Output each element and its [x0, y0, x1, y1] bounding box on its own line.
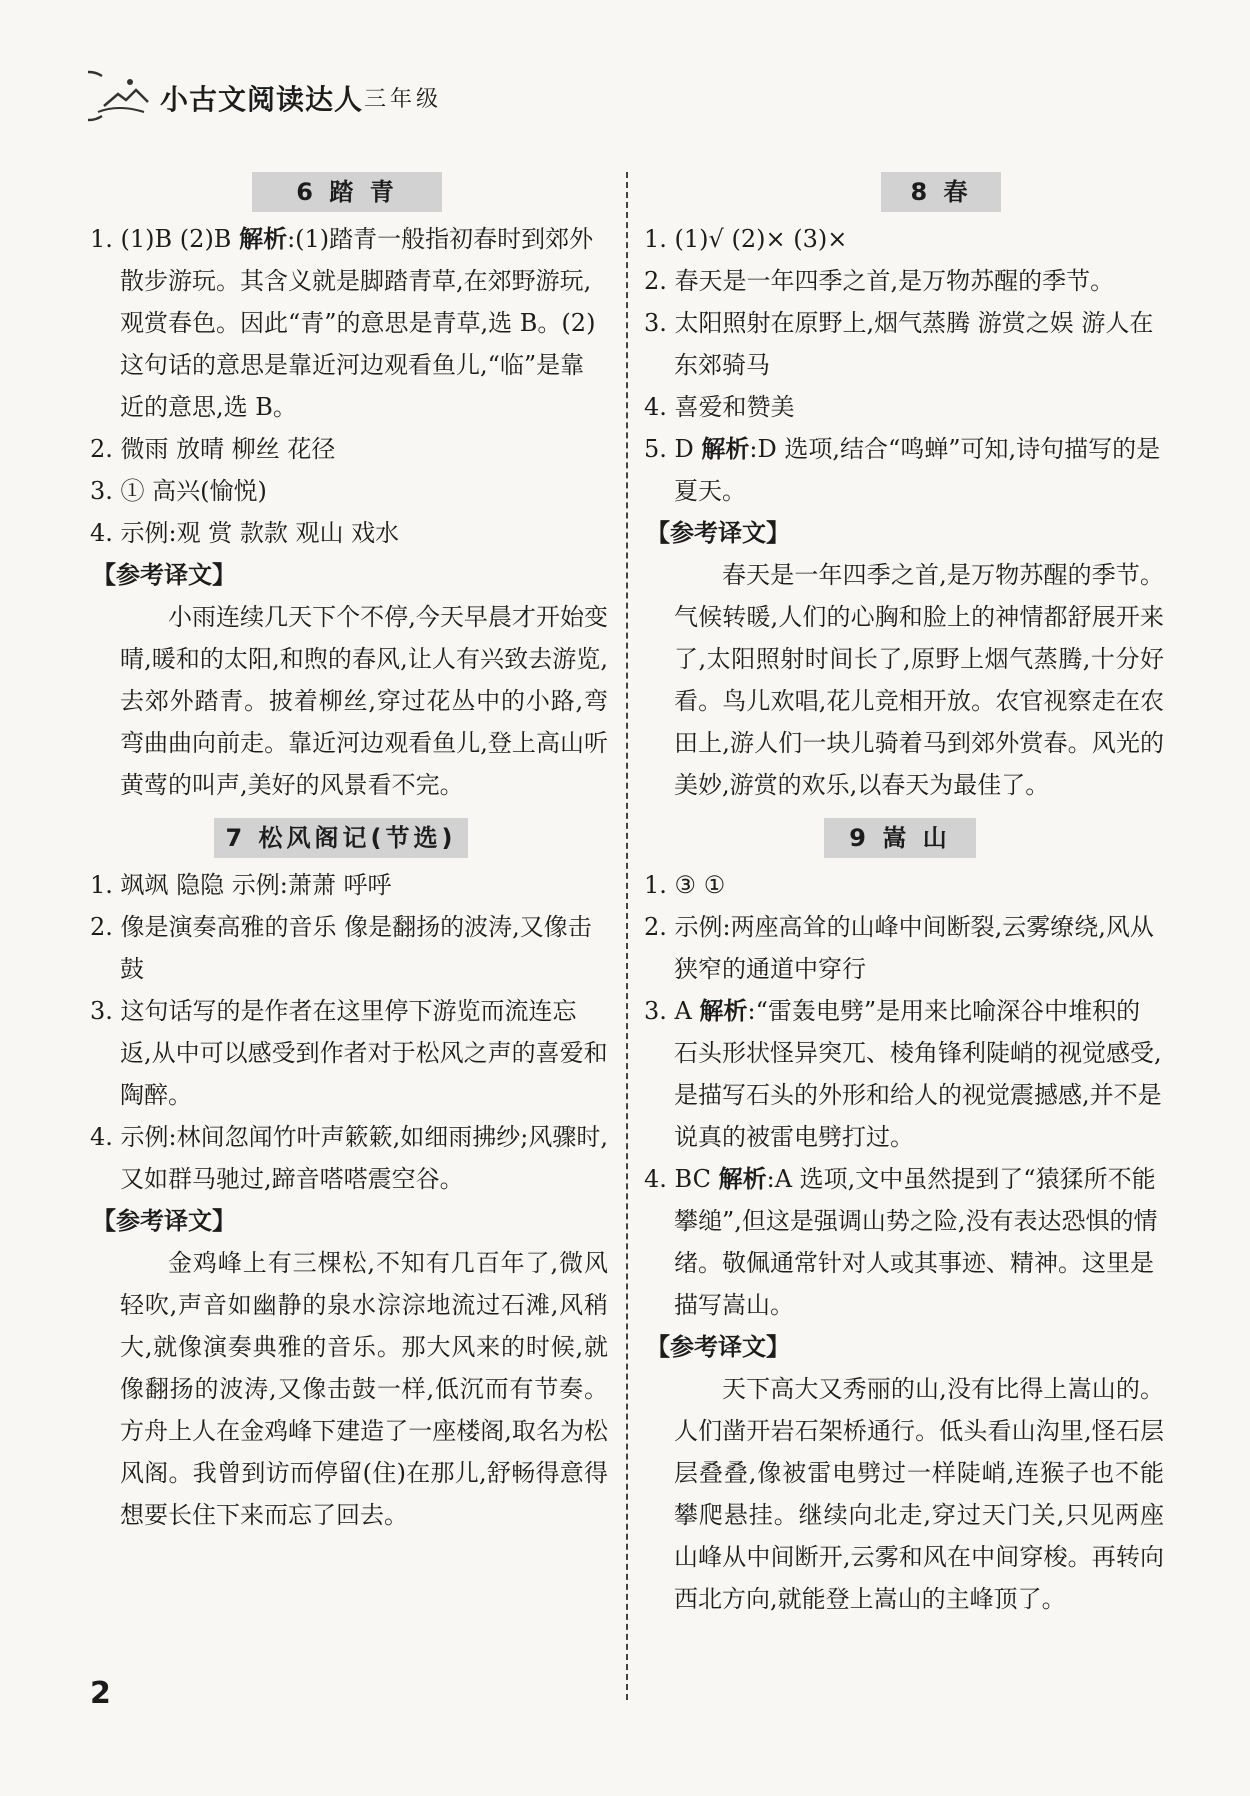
- grade-label: 三年级: [364, 87, 443, 112]
- book-logo-icon: [88, 68, 160, 124]
- section-title-7: 7 松风阁记(节选): [214, 818, 468, 858]
- answer-item: 2. 示例:两座高耸的山峰中间断裂,云雾缭绕,风从狭窄的通道中穿行: [644, 913, 1154, 983]
- answer-item: 2. 像是演奏高雅的音乐 像是翻扬的波涛,又像击鼓: [90, 913, 592, 983]
- page-header: [88, 68, 1188, 128]
- answer-item: 3. A 解析:“雷轰电劈”是用来比喻深谷中堆积的石头形状怪异突兀、棱角锋利陡峭的视觉感受,是描写石头的外形和给人的视觉震撼感,并不是说真的被雷电劈打过。: [644, 997, 1162, 1151]
- answer-item: 2. 春天是一年四季之首,是万物苏醒的季节。: [644, 267, 1115, 295]
- section-title-9: 9 嵩 山: [824, 818, 976, 858]
- right-column: [644, 172, 1164, 1620]
- answer-item: 4. 喜爱和赞美: [644, 393, 795, 421]
- reference-translation-label: 【参考译文】: [92, 561, 236, 589]
- reference-translation: 春天是一年四季之首,是万物苏醒的季节。气候转暖,人们的心胸和脸上的神情都舒展开来了,太阳照射时间长了,原野上烟气蒸腾,十分好看。鸟儿欢唱,花儿竞相开放。农官视察走在农田上,游人们一块儿骑着马到郊外赏春。风光的美妙,游赏的欢乐,以春天为最佳了。: [674, 561, 1164, 799]
- left-column: [90, 172, 608, 1536]
- answer-item: 1. (1)√ (2)× (3)×: [644, 225, 848, 253]
- answer-item: 4. 示例:林间忽闻竹叶声簌簌,如细雨拂纱;风骤时,又如群马驰过,蹄音嗒嗒震空谷。: [90, 1123, 608, 1193]
- reference-translation: 小雨连续几天下个不停,今天早晨才开始变晴,暖和的太阳,和煦的春风,让人有兴致去游览,去郊外踏青。披着柳丝,穿过花丛中的小路,弯弯曲曲向前走。靠近河边观看鱼儿,登上高山听黄莺的叫声,美好的风景看不完。: [120, 603, 608, 799]
- reference-translation: 金鸡峰上有三棵松,不知有几百年了,微风轻吹,声音如幽静的泉水淙淙地流过石滩,风稍大,就像演奏典雅的音乐。那大风来的时候,就像翻扬的波涛,又像击鼓一样,低沉而有节奏。方舟上人在金鸡峰下建造了一座楼阁,取名为松风阁。我曾到访而停留(住)在那儿,舒畅得意得想要长住下来而忘了回去。: [120, 1249, 608, 1529]
- answer-item: 3. 太阳照射在原野上,烟气蒸腾 游赏之娱 游人在东郊骑马: [644, 309, 1154, 379]
- answer-item: 1. ③ ①: [644, 871, 726, 899]
- answer-item: 3. 这句话写的是作者在这里停下游览而流连忘返,从中可以感受到作者对于松风之声的喜爱和陶醉。: [90, 997, 608, 1109]
- book-title: 小古文阅读达人: [160, 83, 364, 116]
- section-title-6: 6 踏 青: [252, 172, 442, 212]
- answer-item: 1. 飒飒 隐隐 示例:萧萧 呼呼: [90, 871, 392, 899]
- answer-item: 4. 示例:观 赏 款款 观山 戏水: [90, 519, 400, 547]
- answer-item: 1. (1)B (2)B 解析:(1)踏青一般指初春时到郊外散步游玩。其含义就是脚踏青草,在郊野游玩,观赏春色。因此“青”的意思是青草,选 B。(2)这句话的意思是靠近河边观看鱼儿,“临”是靠近的意思,选 B。: [90, 225, 596, 421]
- column-divider: [626, 172, 628, 1700]
- section-title-8: 8 春: [881, 172, 1001, 212]
- page-number: 2: [90, 1676, 111, 1711]
- answer-item: 3. ① 高兴(愉悦): [90, 477, 267, 505]
- answer-item: 5. D 解析:D 选项,结合“鸣蝉”可知,诗句描写的是夏天。: [644, 435, 1161, 505]
- reference-translation-label: 【参考译文】: [646, 519, 790, 547]
- reference-translation-label: 【参考译文】: [92, 1207, 236, 1235]
- reference-translation: 天下高大又秀丽的山,没有比得上嵩山的。人们凿开岩石架桥通行。低头看山沟里,怪石层层叠叠,像被雷电劈过一样陡峭,连猴子也不能攀爬悬挂。继续向北走,穿过天门关,只见两座山峰从中间断开,云雾和风在中间穿梭。再转向西北方向,就能登上嵩山的主峰顶了。: [674, 1375, 1164, 1613]
- reference-translation-label: 【参考译文】: [646, 1333, 790, 1361]
- answer-item: 4. BC 解析:A 选项,文中虽然提到了“猿猱所不能攀缒”,但这是强调山势之险,没有表达恐惧的情绪。敬佩通常针对人或其事迹、精神。这里是描写嵩山。: [644, 1165, 1158, 1319]
- answer-item: 2. 微雨 放晴 柳丝 花径: [90, 435, 336, 463]
